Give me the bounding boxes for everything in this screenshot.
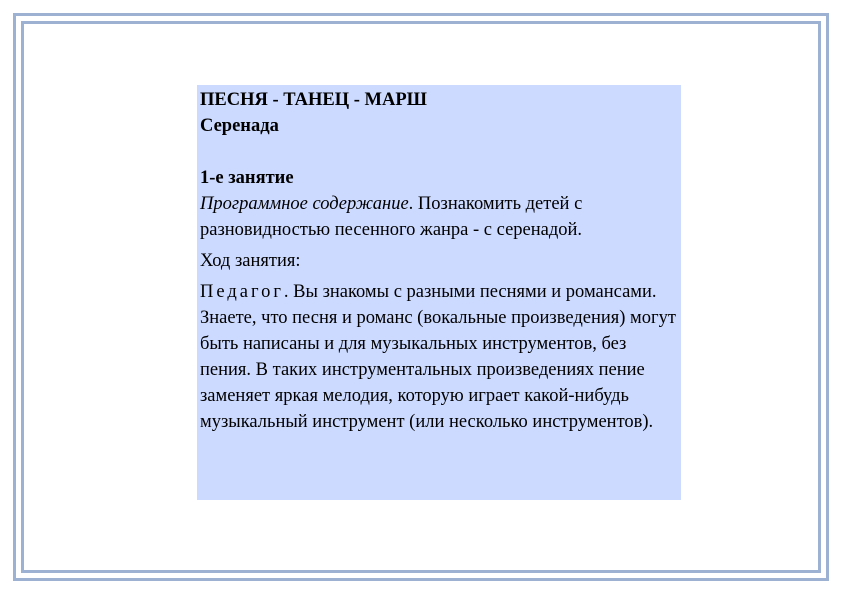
- program-label: Программное содержание: [200, 194, 409, 214]
- speaker-suffix: .: [283, 282, 289, 302]
- lesson-heading: 1-е занятие: [200, 168, 294, 188]
- teacher-paragraph: [200, 279, 677, 435]
- teacher-text: Вы знакомы с разными песнями и романсами. Знаете, что песня и романс (вокальные произведения) могут быть написаны и для музыкальных инструментов, без пения. В таких инструментальных произведениях пение заменяет яркая мелодия, которую играет какой-нибудь музыкальный инструмент (или несколько инструментов).: [200, 282, 676, 432]
- speaker-label: Педагог: [200, 282, 284, 302]
- program-text: . Познакомить детей с разновидностью песенного жанра - с серенадой.: [200, 194, 583, 240]
- blank-line: [200, 139, 677, 165]
- progress-heading: Ход занятия:: [200, 251, 301, 271]
- slide-title: ПЕСНЯ - ТАНЕЦ - МАРШ: [200, 90, 427, 110]
- program-paragraph: [200, 191, 677, 243]
- slide-subtitle: Серенада: [200, 116, 279, 136]
- slide-content-box: [197, 85, 681, 500]
